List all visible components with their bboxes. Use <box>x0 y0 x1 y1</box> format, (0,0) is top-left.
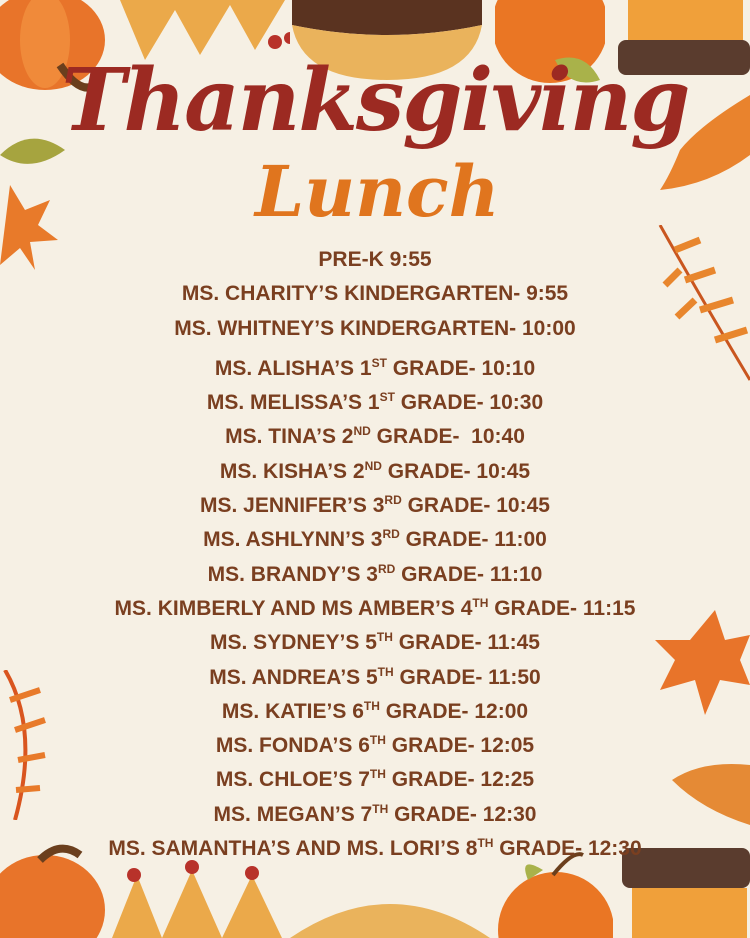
pie-icon <box>290 880 490 938</box>
ordinal-suffix: RD <box>382 527 400 542</box>
schedule-time: GRADE- 12:05 <box>385 734 535 758</box>
schedule-text: MS. BRANDY’S 3 <box>207 562 378 586</box>
ordinal-suffix: ST <box>379 390 395 405</box>
schedule-row <box>40 277 710 311</box>
schedule-time: GRADE- 11:10 <box>395 562 543 586</box>
schedule-time: GRADE- 12:30 <box>493 837 642 861</box>
schedule-row <box>40 792 710 826</box>
schedule-text: MS. ALISHA’S 1 <box>214 356 372 380</box>
schedule-text: MS. SAMANTHA’S AND MS. LORI’S 8 <box>108 837 478 861</box>
schedule-time: GRADE- 10:45 <box>381 459 531 483</box>
schedule-time: GRADE- 10:45 <box>401 494 550 518</box>
ordinal-suffix: ND <box>364 458 382 473</box>
schedule-time: GRADE- 12:00 <box>379 699 529 723</box>
schedule-text: MS. TINA’S 2 <box>225 425 354 449</box>
schedule-text: MS. CHARITY’S KINDERGARTEN- 9:55 <box>181 282 569 306</box>
schedule-row <box>40 414 710 448</box>
orange-icon <box>498 850 613 938</box>
schedule-row <box>40 757 710 791</box>
schedule-text: MS. MEGAN’S 7 <box>213 802 373 826</box>
ordinal-suffix: RD <box>384 493 402 508</box>
schedule-time: GRADE- 10:10 <box>386 356 536 380</box>
schedule-text: MS. WHITNEY’S KINDERGARTEN- 10:00 <box>174 316 576 340</box>
ordinal-suffix: TH <box>372 801 389 816</box>
schedule-text: MS. MELISSA’S 1 <box>206 391 380 415</box>
ordinal-suffix: RD <box>377 561 396 576</box>
ordinal-suffix: TH <box>369 733 386 748</box>
schedule-text: MS. ANDREA’S 5 <box>209 665 378 689</box>
schedule-row <box>40 483 710 517</box>
schedule-time: GRADE- 10:30 <box>394 391 544 415</box>
ordinal-suffix: TH <box>369 767 386 782</box>
schedule-row <box>40 826 710 860</box>
schedule-text: MS. KATIE’S 6 <box>221 699 364 723</box>
schedule-time: GRADE- 12:30 <box>388 802 537 826</box>
schedule-text: MS. CHLOE’S 7 <box>215 768 370 792</box>
title-lunch: Lunch <box>255 150 500 233</box>
schedule-row <box>40 586 710 620</box>
schedule-row <box>40 243 710 277</box>
schedule-text: MS. KISHA’S 2 <box>219 459 365 483</box>
schedule-text: MS. SYDNEY’S 5 <box>210 631 377 655</box>
ordinal-suffix: TH <box>363 698 380 713</box>
schedule-text: PRE-K 9:55 <box>318 248 432 271</box>
schedule-row <box>40 380 710 414</box>
schedule-text: MS. FONDA’S 6 <box>215 734 370 758</box>
schedule-time: GRADE- 11:15 <box>488 596 636 620</box>
ordinal-suffix: TH <box>377 664 394 679</box>
schedule-time: GRADE- 10:40 <box>370 425 525 449</box>
schedule-row <box>40 517 710 551</box>
schedule-row <box>40 346 710 380</box>
schedule-row <box>40 655 710 689</box>
schedule-row <box>40 620 710 654</box>
ordinal-suffix: ND <box>353 424 371 439</box>
schedule-time: GRADE- 11:45 <box>392 631 540 655</box>
ordinal-suffix: TH <box>376 630 393 645</box>
schedule-time: GRADE- 11:50 <box>393 665 541 689</box>
schedule-row <box>40 449 710 483</box>
schedule-text: MS. ASHLYNN’S 3 <box>203 528 383 552</box>
autumn-leaves-bundle-icon <box>112 855 282 938</box>
ordinal-suffix: ST <box>371 355 387 370</box>
schedule-text: MS. KIMBERLY AND MS AMBER’S 4 <box>114 596 473 620</box>
lunch-schedule <box>40 243 710 860</box>
schedule-time: GRADE- 11:00 <box>399 528 547 552</box>
ordinal-suffix: TH <box>472 595 489 610</box>
schedule-time: GRADE- 12:25 <box>385 768 535 792</box>
title-thanksgiving: Thanksgiving <box>61 50 689 151</box>
schedule-row <box>40 689 710 723</box>
coffee-cup-icon <box>622 848 750 938</box>
schedule-row <box>40 723 710 757</box>
ordinal-suffix: TH <box>477 836 494 851</box>
schedule-text: MS. JENNIFER’S 3 <box>200 494 385 518</box>
schedule-row <box>40 552 710 586</box>
schedule-row <box>40 312 710 346</box>
